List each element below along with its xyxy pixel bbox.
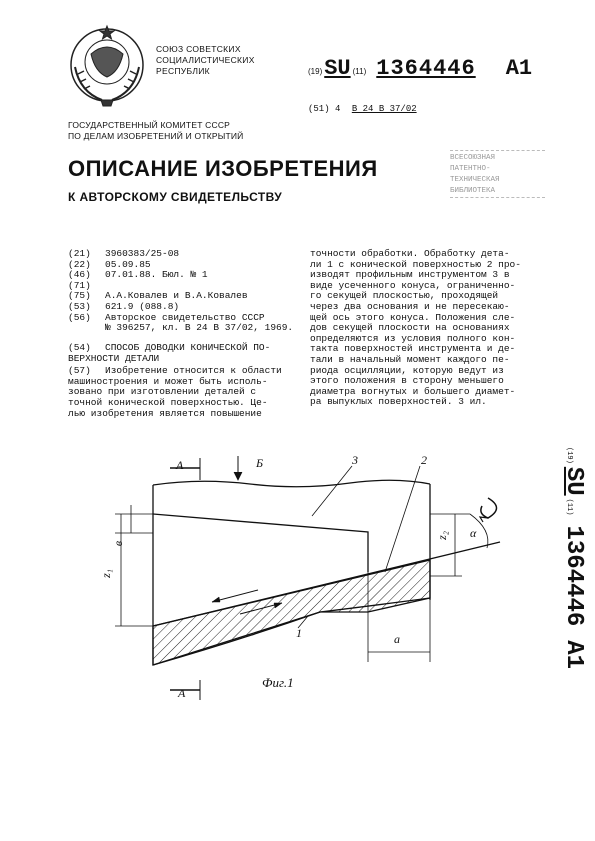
side-patent-number	[553, 447, 587, 670]
side-kind: A1	[560, 640, 587, 670]
biblio-code: (56)	[68, 311, 91, 323]
invention-title-line: СПОСОБ ДОВОДКИ КОНИЧЕСКОЙ ПО-	[105, 342, 271, 353]
biblio-code: (21)	[68, 248, 91, 259]
label-dim-a: a	[394, 632, 400, 646]
stamp-line: ВСЕСОЮЗНАЯ	[450, 150, 545, 164]
biblio-text: № 396257, кл. В 24 В 37/02, 1969.	[105, 322, 294, 334]
abstract-line: точной конической поверхностью. Це-	[68, 396, 268, 408]
biblio-text: Авторское свидетельство СССР	[105, 311, 265, 323]
right-column	[310, 249, 542, 408]
abstract-line: Изобретение относится к области	[105, 365, 282, 377]
side-code-11: (11)	[565, 498, 573, 516]
label-dim-z2: z₂	[434, 531, 449, 540]
stamp-line: ПАТЕНТНО-	[450, 165, 491, 173]
biblio-code: (22)	[68, 258, 91, 270]
abstract-line: ли 1 с конической поверхностью 2 про-	[310, 258, 521, 270]
leader-3	[312, 466, 352, 516]
label-dim-b: в	[111, 540, 126, 547]
biblio-code: (75)	[68, 290, 91, 302]
code-54: (54)	[68, 342, 91, 353]
figure-caption: Фиг.1	[262, 675, 294, 690]
view-b-arrowhead	[234, 472, 242, 480]
abstract-line: через два основания и не пересекаю-	[310, 300, 510, 312]
biblio-row	[68, 270, 298, 281]
rotation-arrow	[481, 498, 497, 518]
committee-line: ПО ДЕЛАМ ИЗОБРЕТЕНИЙ И ОТКРЫТИЙ	[68, 131, 244, 141]
committee-line: ГОСУДАРСТВЕННЫЙ КОМИТЕТ СССР	[68, 120, 231, 130]
biblio-row	[68, 323, 298, 334]
ipc-class: В 24 В 37/02	[351, 104, 417, 114]
biblio-code: (71)	[68, 279, 91, 291]
ipc-line	[308, 104, 417, 114]
break-line	[153, 480, 430, 487]
abstract-line: этого положения в сторону меньшего	[310, 375, 504, 387]
code-19: (19)	[308, 67, 323, 76]
bibliographic-data	[68, 249, 298, 334]
invention-title	[68, 343, 300, 354]
abstract-line: го секущей плоскостью, проходящей	[310, 290, 499, 302]
abstract-line: тали в начальный момент каждого пе-	[310, 353, 510, 365]
union-line: РЕСПУБЛИК	[156, 66, 210, 76]
abstract-line: ра выпуклых поверхностей. 3 ил.	[310, 396, 487, 408]
biblio-text: 3960383/25-08	[105, 248, 180, 259]
side-country: SU	[560, 466, 587, 496]
abstract-line: дов секущей плоскости на основаниях	[310, 322, 510, 334]
label-view-b: Б	[256, 456, 264, 470]
biblio-text: А.А.Ковалев и В.А.Ковалев	[105, 290, 248, 302]
stamp-line: ТЕХНИЧЕСКАЯ	[450, 176, 500, 184]
tool-outline	[153, 514, 368, 572]
biblio-code: (46)	[68, 269, 91, 281]
committee-name	[68, 120, 244, 142]
label-part-1: 1	[296, 626, 302, 640]
part1-hatched	[153, 560, 430, 665]
label-part-2: 2	[421, 453, 427, 467]
label-dim-z1: z₁	[98, 569, 113, 578]
ussr-emblem	[66, 22, 148, 108]
abstract-line: точности обработки. Обработку дета-	[310, 248, 510, 259]
label-part-3: 3	[352, 453, 358, 467]
figure-drawing	[0, 440, 530, 710]
abstract-line: определяются из условия полного кон-	[310, 332, 516, 344]
label-dim-alpha: α	[470, 526, 477, 540]
abstract-line: щей ось этого конуса. Положения сле-	[310, 311, 516, 323]
document-subtitle: К АВТОРСКОМУ СВИДЕТЕЛЬСТВУ	[68, 190, 283, 204]
side-code-19: (19)	[565, 447, 573, 464]
kind-code: A1	[505, 56, 533, 81]
biblio-code: (53)	[68, 300, 91, 312]
document-number-block	[308, 56, 532, 81]
document-title: ОПИСАНИЕ ИЗОБРЕТЕНИЯ	[68, 156, 378, 181]
patent-number: 1364446	[376, 56, 476, 81]
abstract-line: изводят профильным инструментом 3 в	[310, 269, 510, 281]
abstract-line: зовано при изготовлении деталей с	[68, 386, 257, 398]
biblio-row	[68, 291, 298, 302]
cone-surface-line	[153, 542, 500, 626]
abstract-line: виде усеченного конуса, ограниченно-	[310, 279, 516, 291]
leader-2	[385, 466, 420, 572]
biblio-text: 621.9 (088.8)	[105, 300, 180, 312]
abstract-line: диаметра вогнутых и большего диамет-	[310, 385, 516, 397]
stamp-line: БИБЛИОТЕКА	[450, 186, 545, 198]
label-section-a-top: A	[176, 458, 184, 472]
biblio-text: 05.09.85	[105, 258, 151, 270]
code-11: (11)	[352, 67, 367, 76]
union-name	[156, 44, 255, 77]
label-section-a-bottom: A	[178, 686, 186, 700]
country-code: SU	[324, 56, 351, 81]
code-51: (51) 4	[308, 104, 341, 114]
union-line: СОЮЗ СОВЕТСКИХ	[156, 44, 241, 54]
side-number: 1364446	[560, 525, 587, 627]
union-line: СОЦИАЛИСТИЧЕСКИХ	[156, 55, 255, 65]
library-stamp	[450, 150, 545, 212]
invention-title-line: ВЕРХНОСТИ ДЕТАЛИ	[68, 352, 160, 364]
left-column	[68, 343, 300, 419]
biblio-text: 07.01.88. Бюл. № 1	[105, 269, 208, 281]
code-57: (57)	[68, 365, 91, 377]
biblio-row	[68, 302, 298, 313]
biblio-row	[68, 249, 298, 260]
biblio-code	[68, 323, 105, 334]
abstract-line: риода осцилляции, которую ведут из	[310, 364, 504, 376]
abstract-line: лью изобретения является повышение	[68, 407, 262, 419]
abstract-line: такта поверхностей инструмента и де-	[310, 343, 516, 355]
abstract-line: машиностроения и может быть исполь-	[68, 375, 268, 387]
